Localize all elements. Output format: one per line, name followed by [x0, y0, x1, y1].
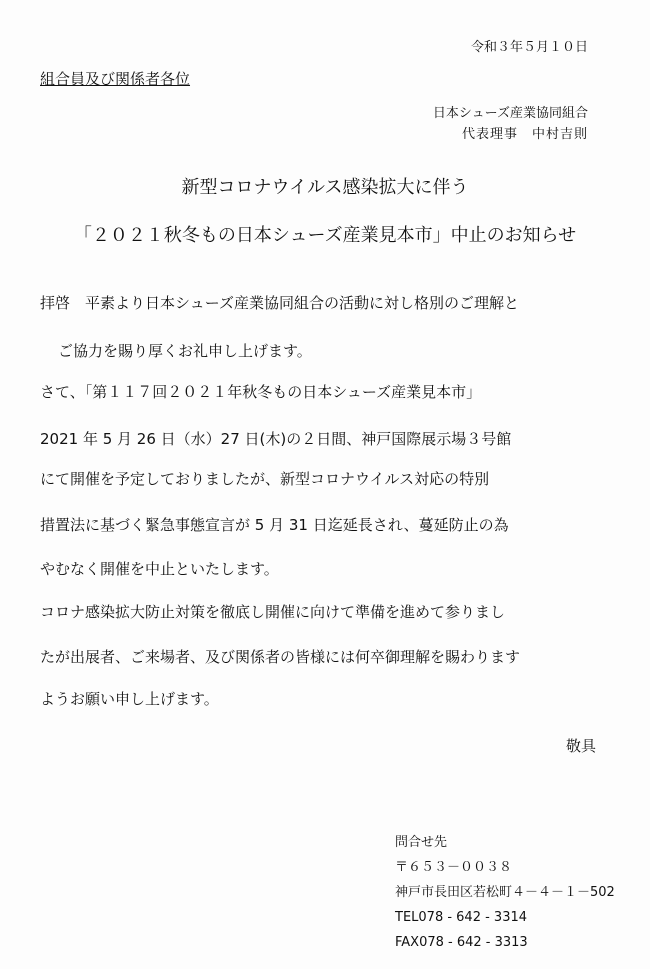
body-line: ご協力を賜り厚くお礼申し上げます。	[58, 342, 312, 360]
notice-title-line-1: 新型コロナウイルス感染拡大に伴う	[181, 177, 469, 198]
body-line: 措置法に基づく緊急事態宣言が 5 月 31 日迄延長され、蔓延防止の為	[40, 516, 509, 534]
contact-heading: 問合せ先	[395, 835, 448, 850]
body-line: 2021 年 5 月 26 日（水）27 日(木)の２日間、神戸国際展示場３号館	[40, 430, 512, 448]
body-line: やむなく開催を中止といたします。	[40, 560, 279, 578]
contact-tel: TEL078 - 642 - 3314	[395, 910, 528, 925]
body-line: たが出展者、ご来場者、及び関係者の皆様には何卒御理解を賜わります	[40, 648, 521, 666]
sender-block	[368, 104, 588, 146]
body-line: コロナ感染拡大防止対策を徹底し開催に向けて準備を進めて参りまし	[40, 603, 506, 621]
contact-address: 神戸市長田区若松町４－４－１－502	[395, 885, 615, 900]
document-date: 令和３年５月１０日	[470, 40, 588, 55]
sender-representative: 代表理事 中村吉則	[461, 127, 588, 142]
sender-organization: 日本シューズ産業協同組合	[432, 106, 588, 121]
contact-postal-code: 〒６５３－００３８	[395, 860, 513, 875]
body-line: 拝啓 平素より日本シューズ産業協同組合の活動に対し格別のご理解と	[40, 294, 519, 312]
contact-fax: FAX078 - 642 - 3313	[395, 935, 528, 950]
addressee: 組合員及び関係者各位	[40, 70, 191, 88]
closing-phrase: 敬具	[565, 737, 596, 755]
body-line: さて、「第１１７回２０２１年秋冬もの日本シューズ産業見本市」	[40, 383, 482, 401]
contact-block	[395, 830, 615, 955]
body-line: にて開催を予定しておりましたが、新型コロナウイルス対応の特別	[40, 470, 490, 488]
body-line: ようお願い申し上げます。	[40, 690, 219, 708]
notice-title-line-2: 「２０２１秋冬もの日本シューズ産業見本市」中止のお知らせ	[73, 225, 577, 246]
